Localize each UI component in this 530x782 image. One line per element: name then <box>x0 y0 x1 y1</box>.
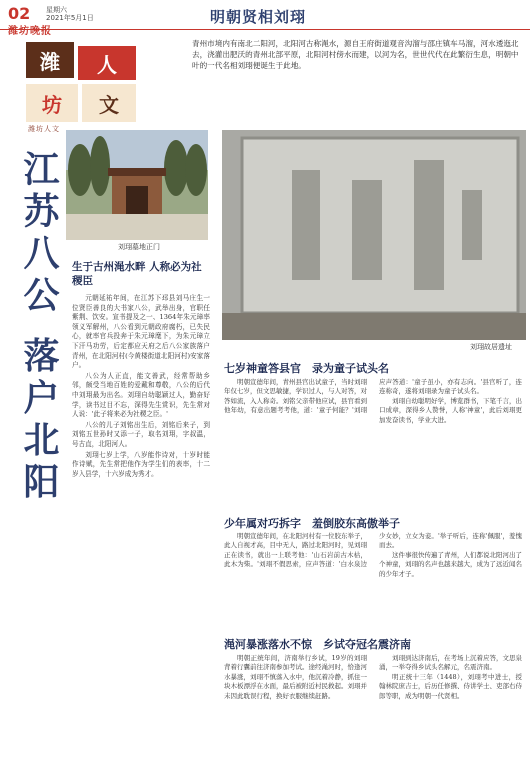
left-subheading: 生于古州渑水畔 人称必为社稷臣 <box>72 261 202 287</box>
section-paragraph: 明朝宣德年间，青州县官出试童子，当时刘珝年仅七岁，但文思敏捷，学识过人，与人对答，对答如流，入人称奇。刘铭父亲带他应试，县官看到他年幼，有意出题考考他，道：'童子何能？'刘珝应声答道：'童子虽小，亦有志向。'县官听了，连连称奇，遂将刘珝录为童子试头名。 <box>224 378 522 415</box>
series-title: 明朝贤相刘珝 <box>210 8 307 26</box>
left-paragraph: 八公为人正直，能文善武，经常帮助乡邻，颇受当地百姓的爱戴和尊敬，八公的后代中刘珝最为出名。刘珝自幼聪颖过人，勤奋好学，读书过目不忘，深得先生赏识，先生常对人说：'此子将来必为社稷之臣。' <box>72 371 210 419</box>
left-paragraph: 刘珝七岁上学，八岁能作诗对，十岁时能作诗赋，先生常把他作为学生们的表率，十二岁入县学，十六岁成为秀才。 <box>72 450 210 478</box>
main-headline: 江苏八公 落户北阳 <box>18 150 59 505</box>
left-paragraph: 八公的儿子刘铭出生后，刘铭后来子，到刘铭五世孙时又添一子，取名刘珝，字叔温，号古直，北阳河人。 <box>72 420 210 448</box>
section-paragraph: 刘珝自幼聪明好学，博览群书，下笔千言，出口成章，深得乡人赞誉，人称'神童'，此后刘珝更加发奋读书，学业大进。 <box>379 396 522 424</box>
section-paragraph: 明正统十三年（1448），刘珝考中进士，授翰林院庶吉士，后历任修撰、侍讲学士、吏部右侍郎等职，成为明朝一代贤相。 <box>379 672 522 700</box>
stamp-char-3: 坊 <box>26 84 78 122</box>
publication-name: 潍坊晚报 <box>8 26 52 37</box>
section-paragraph: 这件事很快传遍了青州，人们都说北阳河出了个神童，刘珝的名声也越来越大，成为了远近闻名的少年才子。 <box>379 550 522 578</box>
stamp-char-2: 人 <box>78 46 136 80</box>
intro-paragraph: 青州市境内有南北二阳河，北阳河古称渑水，源自王府街道观音沟溜与邵庄镇车马溜，河水逶迤北去，浇灌出肥沃的青州北部平原，北阳河村傍水而建，以河为名，世世代代在此繁衍生息，明朝中叶的一代名相刘珝便诞生于此地。 <box>192 39 519 70</box>
section-body-3 <box>224 654 522 776</box>
stamp-char-4: 文 <box>82 84 136 122</box>
stamp-char-1: 潍 <box>26 42 74 78</box>
weekday: 星期六 <box>46 6 67 14</box>
date-line: 2021年5月1日 <box>46 14 94 22</box>
section-body-1 <box>224 378 522 508</box>
left-column-body <box>72 294 210 480</box>
left-paragraph: 元朝延祐年间，在江苏下邳县刘马庄生一位贤臣善良的大书家八公，武举出身，官职任紫荆、饮安。宣书提及之一、1364年朱元璋率领义军解州，八公看到元朝政府腐朽，已失民心，就率官兵投奔于朱元璋麾下，为朱元璋立下汗马功劳，后定都应天府之后八公家族落户青州，在北阳河村(今黄楼街道北阳河村)安家落户。 <box>72 294 210 370</box>
page-number: 02 <box>8 4 31 23</box>
issue-date <box>46 6 94 22</box>
section-paragraph: 刘珝到达济南后，在考场上沉着应答，文思泉涌，一举夺得乡试头名解元，名震济南。 <box>379 654 522 672</box>
section-body-2 <box>224 532 522 630</box>
section-paragraph: 明朝正统年间，济南举行乡试，19岁的刘珝背着行囊前往济南参加考试。途经渑河时，恰逢河水暴涨，刘珝不慎落入水中，他沉着冷静，抓住一块木板漂浮在水面，最后被附近村民救起。刘珝并未因此耽误行程，换好衣服继续赶路。 <box>224 654 367 700</box>
section-title-3: 渑河暴涨落水不惊 乡试夺冠名震济南 <box>224 638 411 651</box>
stamp-subtitle: 潍坊人文 <box>28 125 60 133</box>
page-header <box>0 0 530 37</box>
section-title-2: 少年属对巧拆字 羞倒胶东高傲举子 <box>224 517 400 530</box>
stone-tablet-photo <box>222 130 526 340</box>
column-stamp-logo <box>26 42 138 133</box>
right-photo-caption: 刘珝故居遗址 <box>470 343 512 351</box>
left-photo-caption: 刘珝墓地正门 <box>118 243 160 251</box>
stone-tablet-image <box>222 130 526 340</box>
tomb-gate-photo <box>66 130 208 240</box>
tomb-gate-image <box>66 130 208 240</box>
section-title-1: 七岁神童答县官 录为童子试头名 <box>224 362 389 375</box>
section-paragraph: 明朝宣德年间，在北阳河村有一位胶东举子，此人自视才高，目中无人，路过北阳河时，见刘珝正在读书，就出一上联考他：'山石岩前古木枯，此木为柴。'刘珝不假思索，应声答道：'白水泉边少女妙，立女为妾。'举子听后，连称'佩服'，羞愧而去。 <box>224 532 522 569</box>
